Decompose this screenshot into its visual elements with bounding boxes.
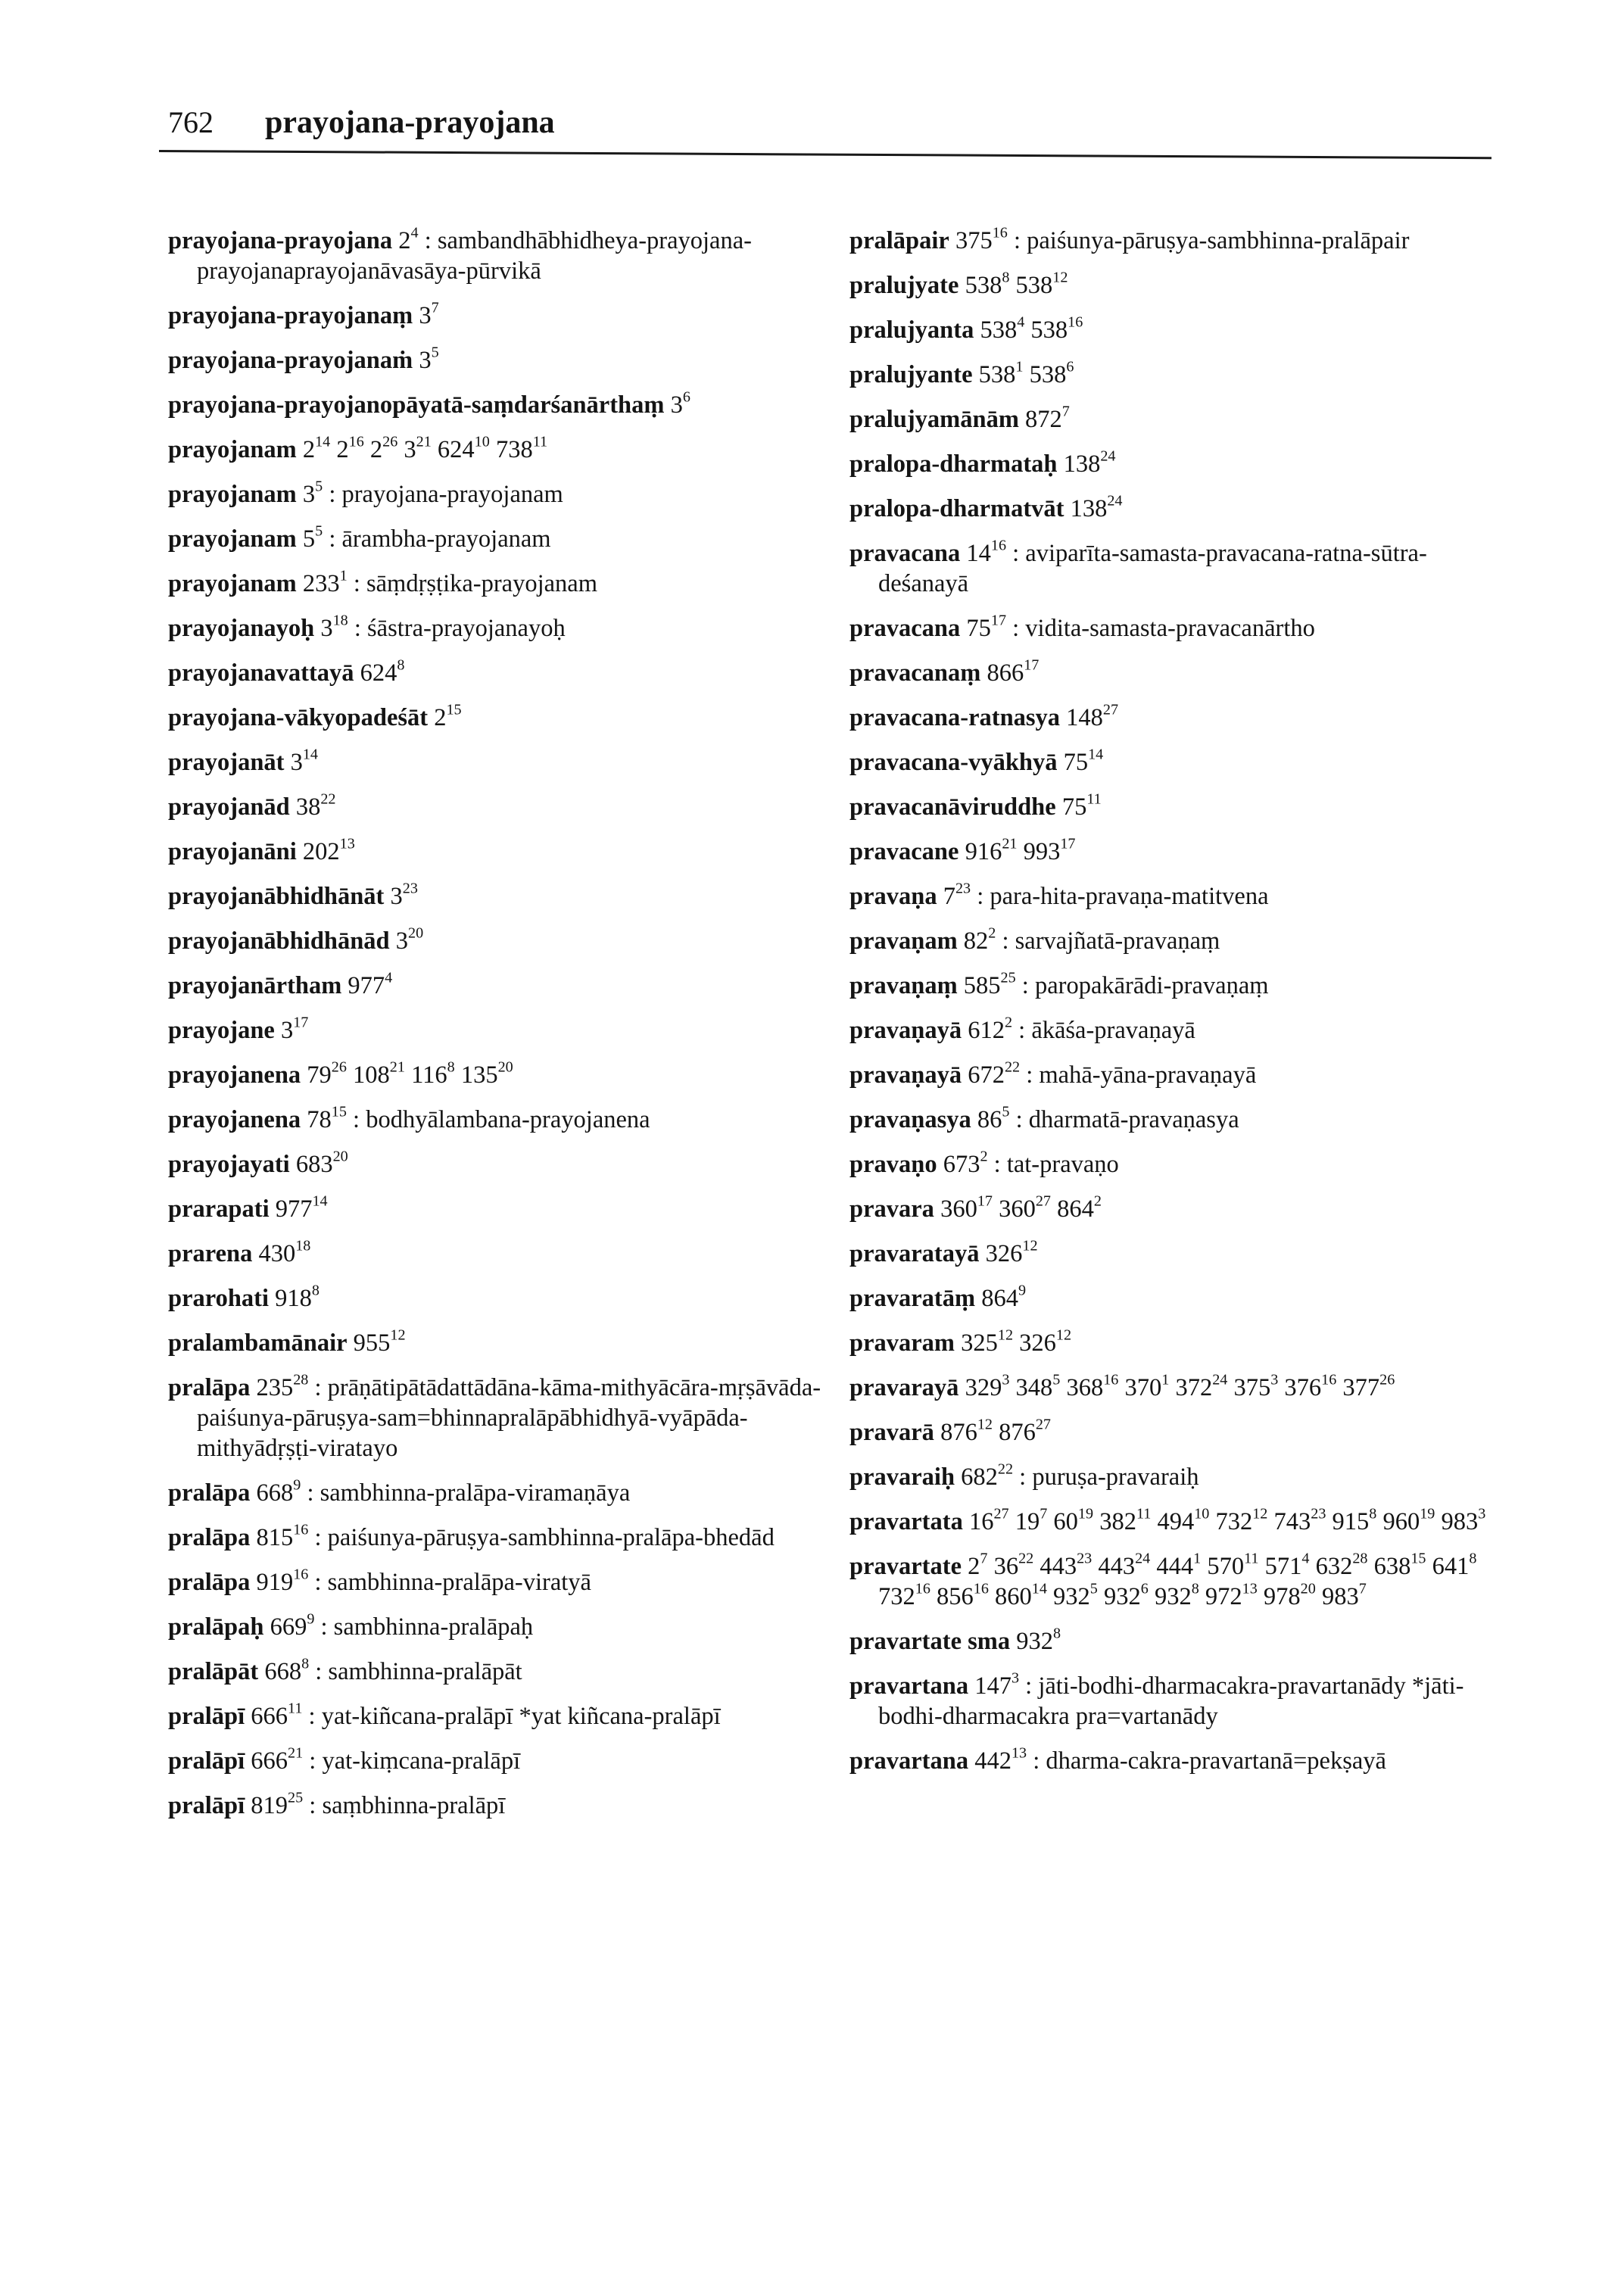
right-entry bbox=[849, 1283, 1501, 1314]
entry-headword: pravacana-vyākhyā bbox=[849, 749, 1058, 776]
entry-references: $147^3$ bbox=[974, 1669, 1020, 1700]
left-entry bbox=[168, 747, 834, 778]
entry-references: $3^7$ bbox=[419, 299, 439, 329]
entry-references: $138^{24}$ bbox=[1070, 492, 1123, 522]
entry-references: $3^{14}$ bbox=[290, 746, 318, 776]
page-number: 762 bbox=[168, 105, 214, 139]
entry-gloss: sambandhābhidheya-prayojana-prayojanaprayojanāvasāya-pūrvikā bbox=[197, 227, 752, 285]
entry-gloss: prayojana-prayojanam bbox=[341, 481, 563, 508]
right-entry: pravartana $147^3$ : jāti-bodhi-dharmacakra-pravartanādy *jāti-bodhi-dharmacakra pra=vartanādy bbox=[849, 1669, 1464, 1730]
right-entry bbox=[849, 792, 1501, 822]
right-entry bbox=[849, 1239, 1501, 1269]
entry-gloss: para-hita-pravaṇa-matitvena bbox=[990, 883, 1269, 910]
entry-headword: pravartana bbox=[849, 1672, 969, 1700]
entry-headword: prarena bbox=[168, 1240, 253, 1267]
right-entry bbox=[849, 1373, 1501, 1403]
entry-headword: prayojana-vākyopadeśāt bbox=[168, 704, 429, 731]
right-entry bbox=[849, 1328, 1501, 1358]
entry-gloss: bodhyālambana-prayojanena bbox=[366, 1106, 650, 1133]
entry-references: $668^9$ bbox=[256, 1476, 301, 1507]
entry-gloss: jāti-bodhi-dharmacakra-pravartanādy *jāti-bodhi-dharmacakra pra=vartanādy bbox=[878, 1672, 1464, 1730]
left-entry bbox=[168, 1239, 834, 1269]
left-column bbox=[168, 226, 834, 1835]
entry-references: $2^7$ $36^{22}$ $443^{23}$ $443^{24}$ $444^1$ $570^{11}$ $571^4$ $632^{28}$ $638^{15}$ $641^8$ $732^{16}$ $856^{16}$ $860^{14}$ $932^5$ $932^6$ $932^8$ $972^{13}$ $978^{20}$ $983^7$ bbox=[878, 1550, 1477, 1610]
entry-headword: pralujyate bbox=[849, 272, 959, 299]
entry-references: $3^{17}$ bbox=[280, 1014, 309, 1044]
running-head: prayojana-prayojana bbox=[265, 105, 555, 140]
left-entry: pralāpaḥ $669^9$ : sambhinna-pralāpaḥ bbox=[168, 1610, 534, 1641]
right-entry: pravaṇo $673^2$ : tat-pravaṇo bbox=[849, 1148, 1119, 1178]
left-entry bbox=[168, 792, 834, 822]
right-entry bbox=[849, 270, 1501, 301]
entry-headword: prayojayati bbox=[168, 1151, 290, 1178]
entry-headword: prayojana-prayojanaṁ bbox=[168, 347, 413, 374]
entry-references: $325^{12}$ $326^{12}$ bbox=[961, 1326, 1072, 1357]
entry-references: $79^{26}$ $108^{21}$ $116^8$ $135^{20}$ bbox=[307, 1058, 513, 1089]
left-entry: pralāpa $919^{16}$ : sambhinna-pralāpa-viratyā bbox=[168, 1566, 591, 1596]
entry-references: $5^5$ bbox=[302, 522, 323, 553]
entry-references: $2^4$ bbox=[398, 224, 419, 254]
left-entry bbox=[168, 1015, 834, 1046]
entry-headword: pralopa-dharmataḥ bbox=[849, 450, 1058, 478]
entry-references: $82^2$ bbox=[963, 924, 996, 955]
entry-references: $666^{21}$ bbox=[251, 1744, 304, 1775]
left-entry: pralāpī $819^{25}$ : saṃbhinna-pralāpī bbox=[168, 1789, 506, 1819]
entry-gloss: sāṃdṛṣṭika-prayojanam bbox=[366, 570, 598, 597]
entry-gloss: sambhinna-pralāpa-viratyā bbox=[327, 1569, 591, 1596]
entry-gloss: saṃbhinna-pralāpī bbox=[322, 1792, 506, 1819]
right-entry: pravacana $75^{17}$ : vidita-samasta-pravacanārtho bbox=[849, 612, 1315, 642]
entry-references: $329^3$ $348^5$ $368^{16}$ $370^1$ $372^{24}$ $375^3$ $376^{16}$ $377^{26}$ bbox=[965, 1371, 1395, 1401]
entry-gloss: dharma-cakra-pravartanā=pekṣayā bbox=[1046, 1747, 1386, 1775]
right-entry bbox=[849, 404, 1501, 435]
left-entry: pralāpī $666^{21}$ : yat-kiṃcana-pralāpī bbox=[168, 1744, 521, 1775]
entry-references: $75^{17}$ bbox=[966, 612, 1007, 642]
entry-references: $326^{12}$ bbox=[985, 1237, 1038, 1267]
entry-headword: pravacanāviruddhe bbox=[849, 793, 1056, 821]
entry-references: $918^8$ bbox=[275, 1282, 320, 1312]
entry-headword: pravacana bbox=[849, 540, 961, 567]
entry-headword: pralāpāt bbox=[168, 1658, 259, 1685]
entry-headword: pralāpa bbox=[168, 1479, 251, 1507]
right-entry: pravaṇayā $612^2$ : ākāśa-pravaṇayā bbox=[849, 1014, 1195, 1044]
left-entry: pralāpī $666^{11}$ : yat-kiñcana-pralāpī *yat kiñcana-pralāpī bbox=[168, 1700, 721, 1730]
entry-references: $3^{18}$ bbox=[320, 612, 348, 642]
left-entry: prayojanam $3^5$ : prayojana-prayojanam bbox=[168, 478, 563, 508]
entry-references: $668^8$ bbox=[264, 1655, 310, 1685]
entry-references: $819^{25}$ bbox=[251, 1789, 304, 1819]
entry-headword: pralāpaḥ bbox=[168, 1613, 264, 1641]
left-entry bbox=[168, 881, 834, 912]
entry-gloss: paiśunya-pāruṣya-sambhinna-pralāpa-bhedād bbox=[327, 1524, 775, 1551]
entry-references: $202^{13}$ bbox=[302, 835, 355, 865]
left-entry bbox=[168, 1149, 834, 1180]
entry-references: $7^{23}$ bbox=[943, 880, 971, 910]
entry-headword: pralujyante bbox=[849, 361, 973, 388]
entry-headword: pravacanaṃ bbox=[849, 659, 981, 687]
entry-headword: pralujyamānām bbox=[849, 406, 1019, 433]
entry-references: $3^{23}$ bbox=[390, 880, 418, 910]
entry-references: $683^{20}$ bbox=[295, 1148, 348, 1178]
entry-gloss: dharmatā-pravaṇasya bbox=[1028, 1106, 1239, 1133]
entry-gloss: yat-kiñcana-pralāpī *yat kiñcana-pralāpī bbox=[321, 1703, 721, 1730]
entry-headword: prarapati bbox=[168, 1195, 270, 1223]
right-entry bbox=[849, 747, 1501, 778]
right-entry bbox=[849, 494, 1501, 524]
entry-gloss: tat-pravaṇo bbox=[1006, 1151, 1119, 1178]
entry-headword: prayojanāni bbox=[168, 838, 297, 865]
left-entry: pralāpa $235^{28}$ : prāṇātipātādattādāna-kāma-mithyācāra-mṛṣāvāda-paiśunya-pāruṣya-sam=bhinnapralāpābhidhyā-vyāpāda-mithyādṛṣṭi-viratayo bbox=[168, 1371, 821, 1462]
right-entry bbox=[849, 1194, 1501, 1224]
entry-references: $235^{28}$ bbox=[256, 1371, 309, 1401]
entry-references: $360^{17}$ $360^{27}$ $864^2$ bbox=[940, 1192, 1102, 1223]
right-entry bbox=[849, 1551, 1501, 1612]
entry-headword: pravartana bbox=[849, 1747, 969, 1775]
left-entry: prayojanam $5^5$ : ārambha-prayojanam bbox=[168, 522, 551, 553]
entry-headword: prarohati bbox=[168, 1285, 270, 1312]
entry-gloss: vidita-samasta-pravacanārtho bbox=[1025, 615, 1315, 642]
entry-headword: prayojanena bbox=[168, 1061, 301, 1089]
entry-references: $672^{22}$ bbox=[968, 1058, 1021, 1089]
entry-headword: prayojanavattayā bbox=[168, 659, 354, 687]
right-entry bbox=[849, 449, 1501, 479]
entry-headword: prayojanād bbox=[168, 793, 290, 821]
right-entry: pravaṇaṃ $585^{25}$ : paropakārādi-pravaṇaṃ bbox=[849, 969, 1269, 999]
entry-references: $815^{16}$ bbox=[256, 1521, 309, 1551]
entry-headword: pravaṇasya bbox=[849, 1106, 971, 1133]
entry-gloss: prāṇātipātādattādāna-kāma-mithyācāra-mṛṣāvāda-paiśunya-pāruṣya-sam=bhinnapralāpābhidhyā-vyāpāda-mithyādṛṣṭi-viratayo bbox=[197, 1374, 821, 1462]
entry-headword: prayojanārtham bbox=[168, 972, 342, 999]
entry-references: $612^2$ bbox=[968, 1014, 1013, 1044]
entry-gloss: puruṣa-pravaraiḥ bbox=[1032, 1463, 1199, 1491]
right-entry: pravaṇasya $86^5$ : dharmatā-pravaṇasya bbox=[849, 1103, 1239, 1133]
right-entry bbox=[849, 1507, 1501, 1537]
entry-references: $430^{18}$ bbox=[258, 1237, 311, 1267]
entry-references: $538^1$ $538^6$ bbox=[978, 358, 1074, 388]
left-entry bbox=[168, 435, 834, 465]
left-entry bbox=[168, 703, 834, 733]
entry-references: $872^7$ bbox=[1025, 403, 1070, 433]
left-entry bbox=[168, 301, 834, 331]
left-entry bbox=[168, 390, 834, 420]
right-entry: pravacana $14^{16}$ : aviparīta-samasta-pravacana-ratna-sūtra-deśanayā bbox=[849, 537, 1427, 597]
right-entry bbox=[849, 837, 1501, 867]
entry-headword: pravara bbox=[849, 1195, 934, 1223]
entry-headword: pralāpī bbox=[168, 1792, 245, 1819]
entry-headword: pravarayā bbox=[849, 1374, 959, 1401]
entry-headword: prayojana-prayojanopāyatā-saṃdarśanārthaṃ bbox=[168, 391, 665, 419]
entry-headword: prayojanena bbox=[168, 1106, 301, 1133]
entry-headword: pralāpair bbox=[849, 227, 949, 254]
entry-references: $932^8$ bbox=[1016, 1625, 1061, 1655]
entry-headword: pravaṇayā bbox=[849, 1061, 962, 1089]
left-entry: pralāpa $815^{16}$ : paiśunya-pāruṣya-sambhinna-pralāpa-bhedād bbox=[168, 1521, 775, 1551]
entry-references: $442^{13}$ bbox=[974, 1744, 1027, 1775]
entry-references: $866^{17}$ bbox=[987, 656, 1040, 687]
left-entry bbox=[168, 1283, 834, 1314]
entry-references: $75^{11}$ bbox=[1061, 790, 1102, 821]
left-entry: prayojanena $78^{15}$ : bodhyālambana-prayojanena bbox=[168, 1103, 650, 1133]
right-entry bbox=[849, 360, 1501, 390]
left-entry: pralāpa $668^9$ : sambhinna-pralāpa-viramaṇāya bbox=[168, 1476, 631, 1507]
entry-headword: pralāpa bbox=[168, 1374, 251, 1401]
entry-headword: pravartate bbox=[849, 1553, 962, 1580]
right-entry bbox=[849, 315, 1501, 345]
entry-references: $955^{12}$ bbox=[353, 1326, 406, 1357]
left-entry: prayojanam $233^1$ : sāṃdṛṣṭika-prayojanam bbox=[168, 567, 598, 597]
entry-headword: prayojanam bbox=[168, 436, 297, 463]
left-entry bbox=[168, 837, 834, 867]
entry-references: $538^4$ $538^{16}$ bbox=[980, 313, 1083, 344]
entry-headword: pralujyanta bbox=[849, 316, 974, 344]
entry-gloss: paropakārādi-pravaṇaṃ bbox=[1034, 972, 1269, 999]
entry-references: $138^{24}$ bbox=[1063, 447, 1116, 478]
entry-headword: pravacana bbox=[849, 615, 961, 642]
right-entry bbox=[849, 1626, 1501, 1657]
left-entry bbox=[168, 926, 834, 956]
entry-headword: pravaṇam bbox=[849, 927, 958, 955]
entry-gloss: śāstra-prayojanayoḥ bbox=[367, 615, 566, 642]
left-entry bbox=[168, 971, 834, 1001]
page-header bbox=[168, 104, 1485, 150]
entry-references: $148^{27}$ bbox=[1066, 701, 1119, 731]
entry-headword: pravaṇaṃ bbox=[849, 972, 958, 999]
entry-headword: pralāpī bbox=[168, 1703, 245, 1730]
right-entry bbox=[849, 703, 1501, 733]
right-entry: pravaraiḥ $682^{22}$ : puruṣa-pravaraiḥ bbox=[849, 1460, 1199, 1491]
entry-headword: prayojane bbox=[168, 1017, 275, 1044]
entry-headword: pravarā bbox=[849, 1419, 934, 1446]
left-entry: pralāpāt $668^8$ : sambhinna-pralāpāt bbox=[168, 1655, 522, 1685]
entry-references: $86^5$ bbox=[977, 1103, 1010, 1133]
right-entry: pravaṇam $82^2$ : sarvajñatā-pravaṇaṃ bbox=[849, 924, 1220, 955]
entry-references: $673^2$ bbox=[943, 1148, 988, 1178]
left-entry: prayojana-prayojana $2^4$ : sambandhābhidheya-prayojana-prayojanaprayojanāvasāya-pūrvikā bbox=[168, 224, 752, 285]
entry-headword: pravaṇa bbox=[849, 883, 937, 910]
entry-headword: pravaṇayā bbox=[849, 1017, 962, 1044]
entry-headword: prayojanāt bbox=[168, 749, 285, 776]
entry-gloss: mahā-yāna-pravaṇayā bbox=[1039, 1061, 1257, 1089]
right-entry: pralāpair $375^{16}$ : paiśunya-pāruṣya-sambhinna-pralāpair bbox=[849, 224, 1410, 254]
left-entry: prayojanayoḥ $3^{18}$ : śāstra-prayojanayoḥ bbox=[168, 612, 566, 642]
left-entry bbox=[168, 345, 834, 376]
entry-gloss: sarvajñatā-pravaṇaṃ bbox=[1015, 927, 1220, 955]
entry-headword: prayojanābhidhānād bbox=[168, 927, 390, 955]
left-entry bbox=[168, 658, 834, 688]
entry-headword: prayojana-prayojana bbox=[168, 227, 393, 254]
entry-references: $38^{22}$ bbox=[295, 790, 336, 821]
left-entry bbox=[168, 1194, 834, 1224]
entry-references: $876^{12}$ $876^{27}$ bbox=[940, 1416, 1051, 1446]
left-entry bbox=[168, 1328, 834, 1358]
entry-references: $669^9$ bbox=[270, 1610, 315, 1641]
entry-headword: prayojanābhidhānāt bbox=[168, 883, 385, 910]
entry-headword: pravacana-ratnasya bbox=[849, 704, 1061, 731]
entry-headword: pravartate sma bbox=[849, 1628, 1011, 1655]
entry-headword: pralāpī bbox=[168, 1747, 245, 1775]
entry-headword: pralopa-dharmatvāt bbox=[849, 495, 1064, 522]
entry-references: $977^{14}$ bbox=[275, 1192, 328, 1223]
entry-headword: pralāpa bbox=[168, 1524, 251, 1551]
entry-references: $14^{16}$ bbox=[966, 537, 1007, 567]
entry-references: $666^{11}$ bbox=[251, 1700, 303, 1730]
entry-headword: pravaṇo bbox=[849, 1151, 937, 1178]
entry-gloss: paiśunya-pāruṣya-sambhinna-pralāpair bbox=[1027, 227, 1410, 254]
entry-headword: pravaraiḥ bbox=[849, 1463, 955, 1491]
entry-references: $3^5$ bbox=[419, 344, 439, 374]
entry-references: $375^{16}$ bbox=[955, 224, 1008, 254]
entry-references: $78^{15}$ bbox=[307, 1103, 347, 1133]
entry-references: $16^{27}$ $19^7$ $60^{19}$ $382^{11}$ $494^{10}$ $732^{12}$ $743^{23}$ $915^8$ $960^{19}$ $983^3$ bbox=[968, 1505, 1486, 1535]
entry-gloss: sambhinna-pralāpaḥ bbox=[333, 1613, 534, 1641]
entry-gloss: sambhinna-pralāpāt bbox=[328, 1658, 522, 1685]
entry-gloss: ākāśa-pravaṇayā bbox=[1031, 1017, 1195, 1044]
entry-headword: prayojanam bbox=[168, 525, 297, 553]
entry-references: $682^{22}$ bbox=[961, 1460, 1014, 1491]
entry-references: $919^{16}$ bbox=[256, 1566, 309, 1596]
entry-headword: pravaram bbox=[849, 1329, 955, 1357]
entry-headword: pravacane bbox=[849, 838, 959, 865]
entry-headword: pravaratāṃ bbox=[849, 1285, 976, 1312]
entry-headword: pravaratayā bbox=[849, 1240, 980, 1267]
entry-gloss: yat-kiṃcana-pralāpī bbox=[322, 1747, 521, 1775]
entry-references: $624^8$ bbox=[360, 656, 405, 687]
entry-references: $75^{14}$ bbox=[1063, 746, 1104, 776]
left-entry bbox=[168, 1060, 834, 1090]
entry-headword: pralambamānair bbox=[168, 1329, 348, 1357]
entry-headword: prayojana-prayojanaṃ bbox=[168, 302, 413, 329]
entry-gloss: ārambha-prayojanam bbox=[341, 525, 551, 553]
right-entry: pravaṇayā $672^{22}$ : mahā-yāna-pravaṇayā bbox=[849, 1058, 1257, 1089]
entry-headword: pravartata bbox=[849, 1508, 963, 1535]
entry-headword: prayojanam bbox=[168, 481, 297, 508]
entry-references: $585^{25}$ bbox=[963, 969, 1016, 999]
entry-references: $977^4$ bbox=[348, 969, 393, 999]
entry-references: $3^{20}$ bbox=[395, 924, 424, 955]
right-entry bbox=[849, 658, 1501, 688]
entry-references: $538^8$ $538^{12}$ bbox=[965, 269, 1068, 299]
entry-references: $916^{21}$ $993^{17}$ bbox=[965, 835, 1076, 865]
header-rule bbox=[159, 150, 1492, 159]
right-column bbox=[849, 226, 1501, 1791]
entry-headword: prayojanam bbox=[168, 570, 297, 597]
right-entry: pravartana $442^{13}$ : dharma-cakra-pravartanā=pekṣayā bbox=[849, 1744, 1386, 1775]
entry-references: $2^{15}$ bbox=[434, 701, 462, 731]
entry-references: $2^{14}$ $2^{16}$ $2^{26}$ $3^{21}$ $624^{10}$ $738^{11}$ bbox=[302, 433, 548, 463]
right-entry bbox=[849, 1417, 1501, 1448]
entry-gloss: aviparīta-samasta-pravacana-ratna-sūtra-deśanayā bbox=[878, 540, 1427, 597]
right-entry: pravaṇa $7^{23}$ : para-hita-pravaṇa-matitvena bbox=[849, 880, 1269, 910]
entry-references: $3^5$ bbox=[302, 478, 323, 508]
entry-headword: pralāpa bbox=[168, 1569, 251, 1596]
entry-headword: prayojanayoḥ bbox=[168, 615, 315, 642]
entry-references: $233^1$ bbox=[302, 567, 348, 597]
entry-references: $864^9$ bbox=[981, 1282, 1027, 1312]
entry-gloss: sambhinna-pralāpa-viramaṇāya bbox=[320, 1479, 631, 1507]
entry-references: $3^6$ bbox=[670, 388, 690, 419]
